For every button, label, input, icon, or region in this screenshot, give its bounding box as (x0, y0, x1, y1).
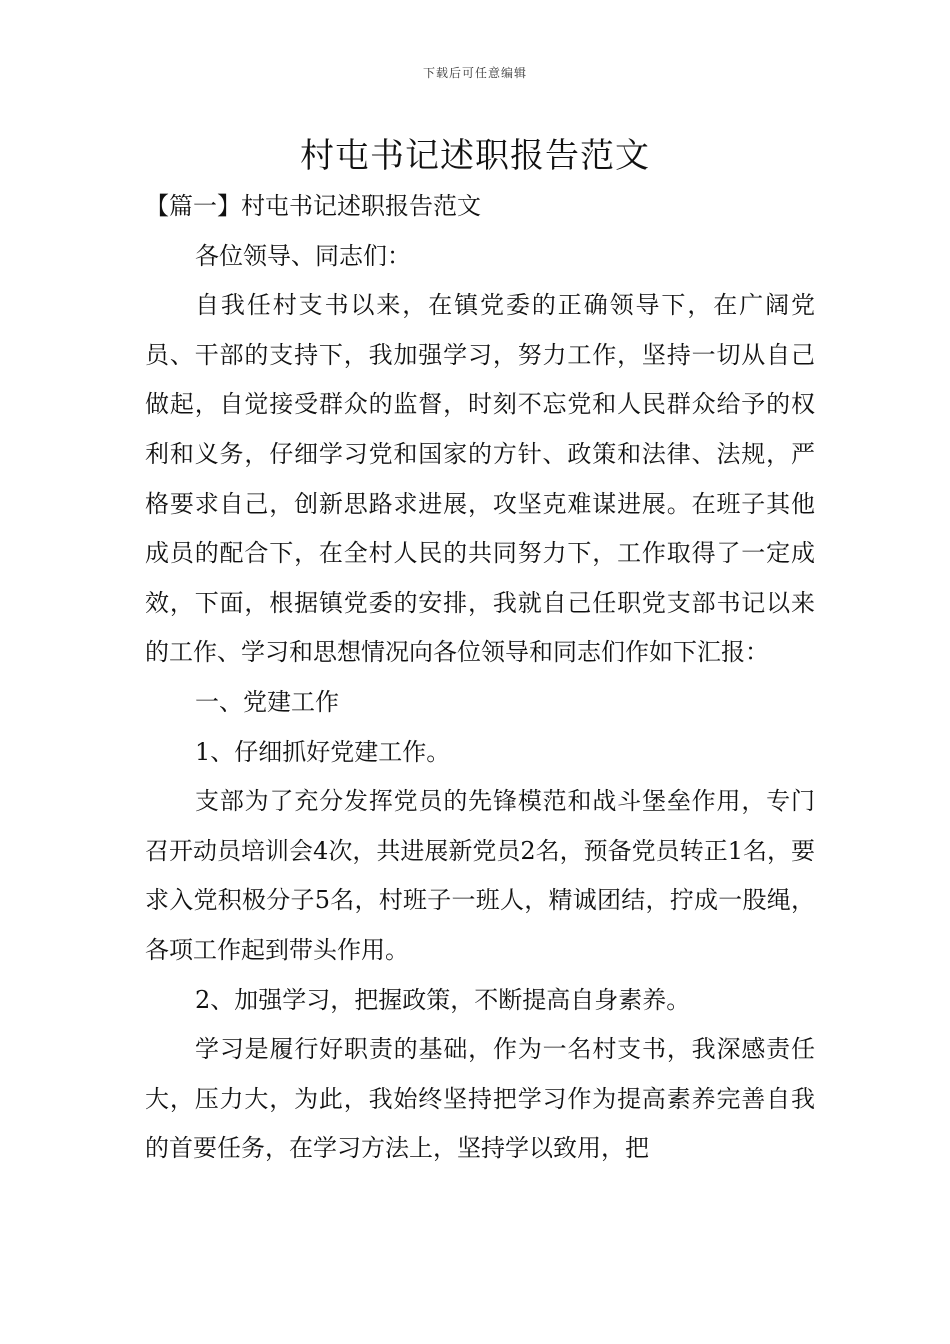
paragraph-intro: 自我任村支书以来，在镇党委的正确领导下，在广阔党员、干部的支持下，我加强学习，努力工作，坚持一切从自己做起，自觉接受群众的监督，时刻不忘党和人民群众给予的权利和义务，仔细学习党和国家的方针、政策和法律、法规，严格要求自己，创新思路求进展，攻坚克难谋进展。在班子其他成员的配合下，在全村人民的共同努力下，工作取得了一定成效，下面，根据镇党委的安排，我就自己任职党支部书记以来的工作、学习和思想情况向各位领导和同志们作如下汇报： (145, 291, 815, 667)
paragraph-study: 学习是履行好职责的基础，作为一名村支书，我深感责任大，压力大，为此，我始终坚持把学习作为提高素养完善自我的首要任务，在学习方法上，坚持学以致用，把 (145, 1035, 815, 1163)
subheading-2: 2、加强学习，把握政策，不断提高自身素养。 (195, 985, 691, 1014)
document-body (145, 182, 815, 1174)
document-title: 村屯书记述职报告范文 (300, 136, 650, 176)
section-heading: 【篇一】村屯书记述职报告范文 (145, 192, 481, 220)
greeting: 各位领导、同志们： (195, 241, 411, 270)
header-note: 下载后可任意编辑 (422, 66, 527, 80)
heading-party-building: 一、党建工作 (195, 687, 339, 716)
paragraph-party-work: 支部为了充分发挥党员的先锋模范和战斗堡垒作用，专门召开动员培训会4次，共进展新党员2名，预备党员转正1名，要求入党积极分子5名，村班子一班人，精诚团结，拧成一股绳，各项工作起到带头作用。 (145, 787, 815, 964)
subheading-1: 1、仔细抓好党建工作。 (195, 737, 451, 766)
